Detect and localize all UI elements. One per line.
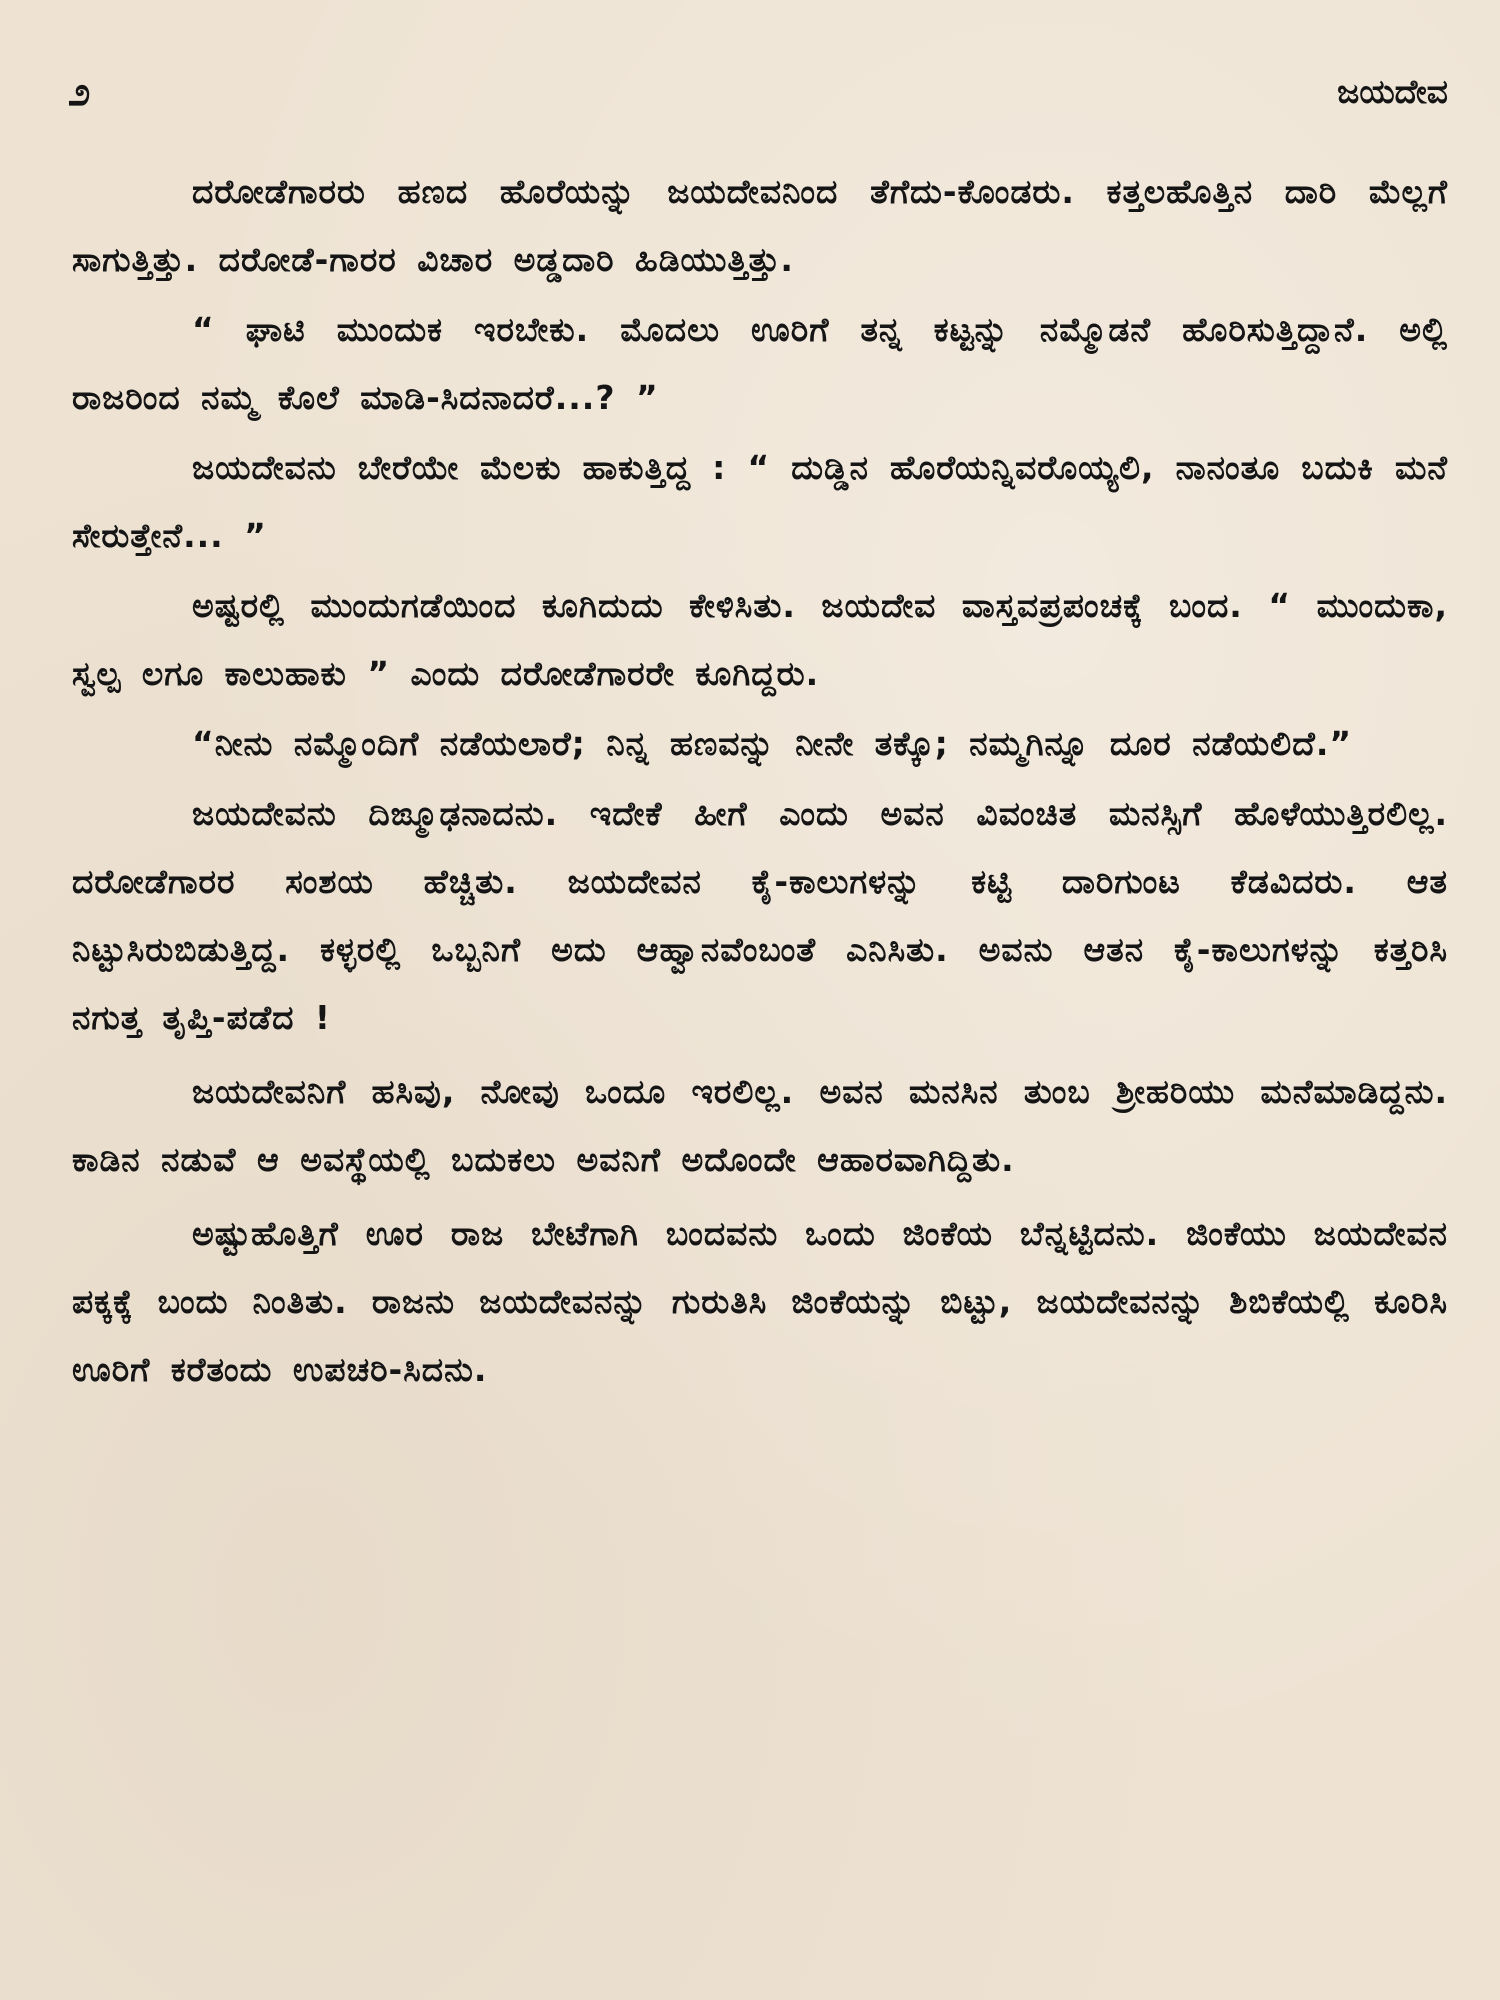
paragraph-3: ಜಯದೇವನು ಬೇರೆಯೇ ಮೆಲಕು ಹಾಕುತ್ತಿದ್ದ : “ ದುಡ್ಡಿನ ಹೊರೆಯನ್ನಿವರೊಯ್ಯಲಿ, ನಾನಂತೂ ಬದುಕಿ ಮನೆ ಸೇರುತ್ತೇನೆ... ” xyxy=(72,448,1448,555)
paragraph-1: ದರೋಡೆಗಾರರು ಹಣದ ಹೊರೆಯನ್ನು ಜಯದೇವನಿಂದ ತೆಗೆದು-ಕೊಂಡರು. ಕತ್ತಲಹೊತ್ತಿನ ದಾರಿ ಮೆಲ್ಲಗೆ ಸಾಗುತ್ತಿತ್ತು. ದರೋಡೆ-ಗಾರರ ವಿಚಾರ ಅಡ್ಡದಾರಿ ಹಿಡಿಯುತ್ತಿತ್ತು. xyxy=(72,172,1448,279)
page-number: ೨ xyxy=(68,69,91,115)
body-text xyxy=(72,158,1448,1406)
running-title: ಜಯದೇವ xyxy=(1337,72,1448,111)
paragraph-5: “ನೀನು ನಮ್ಮೊಂದಿಗೆ ನಡೆಯಲಾರೆ; ನಿನ್ನ ಹಣವನ್ನು ನೀನೇ ತಕ್ಕೊ; ನಮ್ಮಗಿನ್ನೂ ದೂರ ನಡೆಯಲಿದೆ.” xyxy=(192,724,1353,763)
paragraph-8: ಅಷ್ಟುಹೊತ್ತಿಗೆ ಊರ ರಾಜ ಬೇಟೆಗಾಗಿ ಬಂದವನು ಒಂದು ಜಿಂಕೆಯ ಬೆನ್ನಟ್ಟಿದನು. ಜಿಂಕೆಯು ಜಯದೇವನ ಪಕ್ಕಕ್ಕೆ ಬಂದು ನಿಂತಿತು. ರಾಜನು ಜಯದೇವನನ್ನು ಗುರುತಿಸಿ ಜಿಂಕೆಯನ್ನು ಬಿಟ್ಟು, ಜಯದೇವನನ್ನು ಶಿಬಿಕೆಯಲ್ಲಿ ಕೂರಿಸಿ ಊರಿಗೆ ಕರೆತಂದು ಉಪಚರಿ-ಸಿದನು. xyxy=(72,1214,1448,1389)
paragraph-2: “ ಘಾಟಿ ಮುಂದುಕ ಇರಬೇಕು. ಮೊದಲು ಊರಿಗೆ ತನ್ನ ಕಟ್ಟನ್ನು ನಮ್ಮೊಡನೆ ಹೊರಿಸುತ್ತಿದ್ದಾನೆ. ಅಲ್ಲಿ ರಾಜರಿಂದ ನಮ್ಮ ಕೊಲೆ ಮಾಡಿ-ಸಿದನಾದರೆ...? ” xyxy=(72,310,1448,417)
paragraph-6: ಜಯದೇವನು ದಿಙ್ಮೂಢನಾದನು. ಇದೇಕೆ ಹೀಗೆ ಎಂದು ಅವನ ವಿವಂಚಿತ ಮನಸ್ಸಿಗೆ ಹೊಳೆಯುತ್ತಿರಲಿಲ್ಲ. ದರೋಡೆಗಾರರ ಸಂಶಯ ಹೆಚ್ಚಿತು. ಜಯದೇವನ ಕೈ-ಕಾಲುಗಳನ್ನು ಕಟ್ಟಿ ದಾರಿಗುಂಟ ಕೆಡವಿದರು. ಆತ ನಿಟ್ಟುಸಿರುಬಿಡುತ್ತಿದ್ದ. ಕಳ್ಳರಲ್ಲಿ ಒಬ್ಬನಿಗೆ ಅದು ಆಹ್ವಾನವೆಂಬಂತೆ ಎನಿಸಿತು. ಅವನು ಆತನ ಕೈ-ಕಾಲುಗಳನ್ನು ಕತ್ತರಿಸಿ ನಗುತ್ತ ತೃಪ್ತಿ-ಪಡೆದ ! xyxy=(72,794,1448,1037)
paragraph-4: ಅಷ್ಟರಲ್ಲಿ ಮುಂದುಗಡೆಯಿಂದ ಕೂಗಿದುದು ಕೇಳಿಸಿತು. ಜಯದೇವ ವಾಸ್ತವಪ್ರಪಂಚಕ್ಕೆ ಬಂದ. “ ಮುಂದುಕಾ, ಸ್ವಲ್ಪ ಲಗೂ ಕಾಲುಹಾಕು ” ಎಂದು ದರೋಡೆಗಾರರೇ ಕೂಗಿದ್ದರು. xyxy=(72,586,1448,693)
page-header xyxy=(68,62,1448,122)
paragraph-7: ಜಯದೇವನಿಗೆ ಹಸಿವು, ನೋವು ಒಂದೂ ಇರಲಿಲ್ಲ. ಅವನ ಮನಸಿನ ತುಂಬ ಶ್ರೀಹರಿಯು ಮನೆಮಾಡಿದ್ದನು. ಕಾಡಿನ ನಡುವೆ ಆ ಅವಸ್ಥೆಯಲ್ಲಿ ಬದುಕಲು ಅವನಿಗೆ ಅದೊಂದೇ ಆಹಾರವಾಗಿದ್ದಿತು. xyxy=(72,1072,1448,1179)
